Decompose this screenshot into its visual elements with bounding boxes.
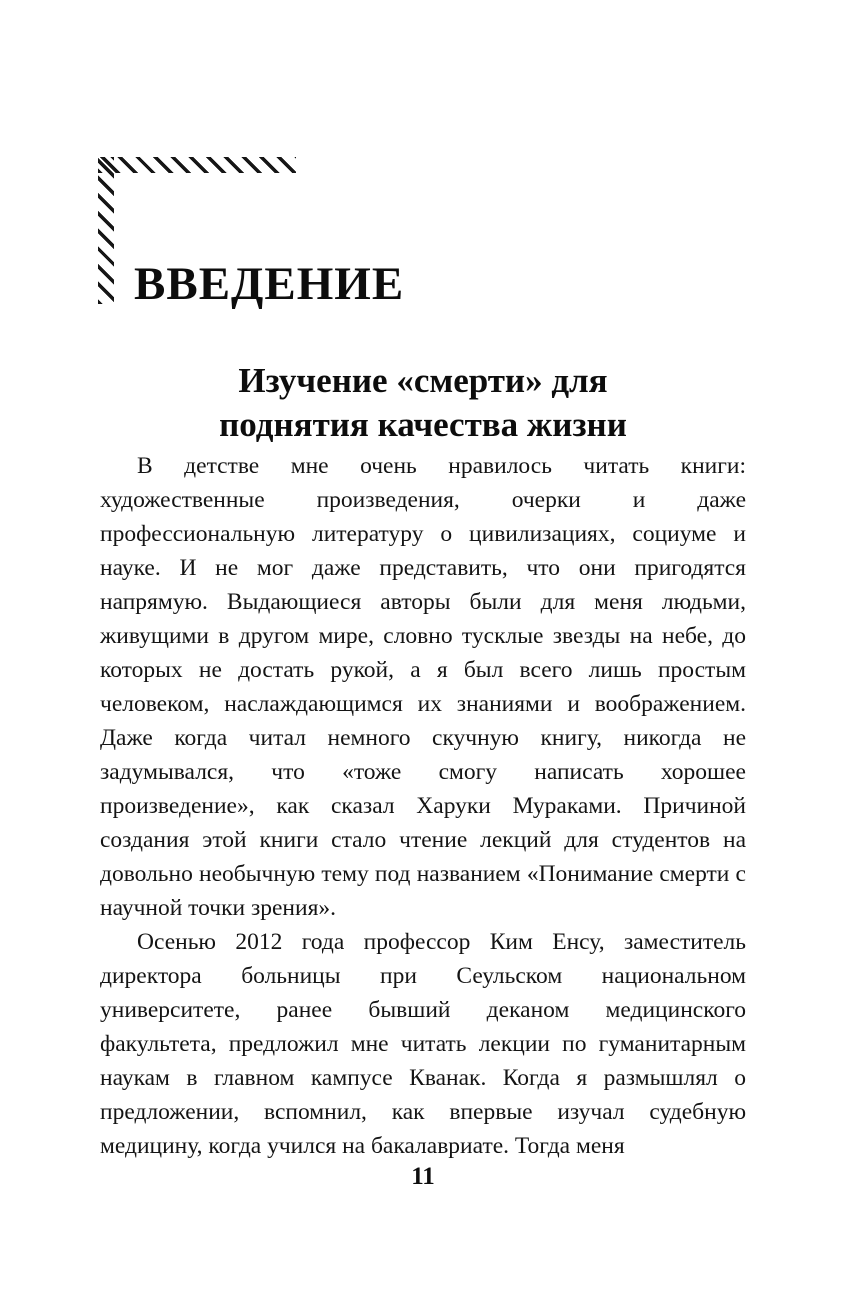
section-title-line-1: Изучение «смерти» для	[238, 361, 608, 401]
corner-hatch-left-decoration	[98, 157, 114, 304]
corner-hatch-top-decoration	[98, 157, 296, 173]
body-text	[100, 449, 746, 1163]
chapter-heading: ВВЕДЕНИЕ	[134, 258, 405, 311]
page-number: 11	[411, 1163, 435, 1190]
body-paragraph: Осенью 2012 года профессор Ким Енсу, заместитель директора больницы при Сеульском национальном университете, ранее бывший деканом медицинского факультета, предложил мне читать лекции по гуманитарным наукам в главном кампусе Кванак. Когда я размышлял о предложении, вспомнил, как впервые изучал судебную медицину, когда учился на бакалавриате. Тогда меня	[100, 929, 746, 1159]
section-title	[100, 359, 746, 447]
section-title-line-2: поднятия качества жизни	[219, 405, 627, 445]
body-paragraph: В детстве мне очень нравилось читать книги: художественные произведения, очерки и даже профессиональную литературу о цивилизациях, социуме и науке. И не мог даже представить, что они пригодятся напрямую. Выдающиеся авторы были для меня людьми, живущими в другом мире, словно тусклые звезды на небе, до которых не достать рукой, а я был всего лишь простым человеком, наслаждающимся их знаниями и воображением. Даже когда читал немного скучную книгу, никогда не задумывался, что «тоже смогу написать хорошее произведение», как сказал Харуки Мураками. Причиной создания этой книги стало чтение лекций для студентов на довольно необычную тему под названием «Понимание смерти с научной точки зрения».	[100, 453, 746, 921]
